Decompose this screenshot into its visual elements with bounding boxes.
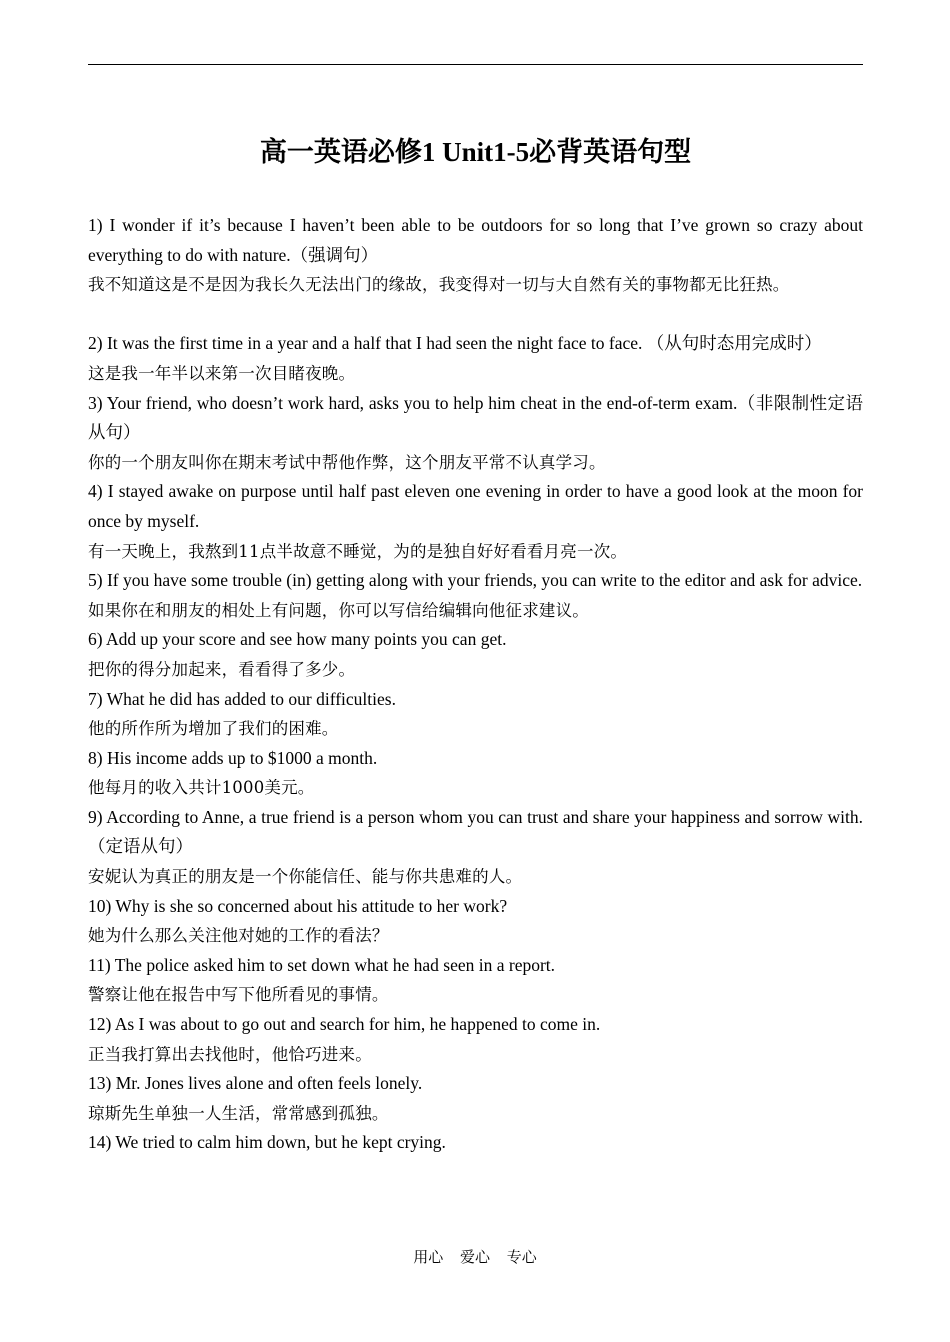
sentence-6-zh: 把你的得分加起来，看看得了多少。 bbox=[88, 659, 356, 679]
sentence-9-zh: 安妮认为真正的朋友是一个你能信任、能与你共患难的人。 bbox=[88, 867, 523, 887]
sentence-5-en: 5) If you have some trouble (in) getting along with your friends, you can write to the editor and ask for advice. bbox=[88, 570, 863, 591]
page-footer: 用心 爱心 专心 bbox=[413, 1248, 537, 1266]
sentence-7-zh: 他的所作所为增加了我们的困难。 bbox=[88, 719, 339, 739]
sentence-7-en: 7) What he did has added to our difficulties. bbox=[88, 688, 396, 709]
sentence-4-en: 4) I stayed awake on purpose until half past eleven one evening in order to have a good look at the moon for once by myself. bbox=[88, 481, 863, 531]
sentence-1-zh: 我不知道这是不是因为我长久无法出门的缘故，我变得对一切与大自然有关的事物都无比狂热。 bbox=[88, 275, 790, 295]
sentence-2-zh: 这是我一年半以来第一次目睹夜晚。 bbox=[88, 363, 356, 383]
sentence-12-en: 12) As I was about to go out and search for him, he happened to come in. bbox=[88, 1014, 601, 1035]
sentence-13-en: 13) Mr. Jones lives alone and often feels lonely. bbox=[88, 1073, 423, 1094]
header-rule bbox=[88, 64, 863, 65]
sentence-2-en: 2) It was the first time in a year and a half that I had seen the night face to face. （从句时态用完成时） bbox=[88, 333, 822, 354]
sentence-10-en: 10) Why is she so concerned about his attitude to her work? bbox=[88, 895, 508, 916]
sentence-9-en: 9) According to Anne, a true friend is a person whom you can trust and share your happiness and sorrow with.（定语从句） bbox=[88, 806, 863, 857]
sentence-3-en: 3) Your friend, who doesn’t work hard, asks you to help him cheat in the end-of-term exam.（非限制性定语从句） bbox=[88, 392, 863, 443]
sentence-3-zh: 你的一个朋友叫你在期末考试中帮他作弊，这个朋友平常不认真学习。 bbox=[88, 452, 606, 472]
sentence-4-zh: 有一天晚上，我熬到11点半故意不睡觉，为的是独自好好看看月亮一次。 bbox=[88, 541, 628, 561]
sentence-6-en: 6) Add up your score and see how many points you can get. bbox=[88, 629, 507, 650]
sentence-13-zh: 琼斯先生单独一人生活，常常感到孤独。 bbox=[88, 1103, 389, 1123]
sentence-14-en: 14) We tried to calm him down, but he kept crying. bbox=[88, 1132, 446, 1153]
sentence-11-zh: 警察让他在报告中写下他所看见的事情。 bbox=[88, 985, 389, 1005]
sentence-5-zh: 如果你在和朋友的相处上有问题，你可以写信给编辑向他征求建议。 bbox=[88, 600, 589, 620]
sentence-8-en: 8) His income adds up to $1000 a month. bbox=[88, 747, 378, 768]
sentence-1-en: 1) I wonder if it’s because I haven’t been able to be outdoors for so long that I’ve grown so crazy about everything to do with nature.（强调句） bbox=[88, 215, 863, 265]
page-title: 高一英语必修1 Unit1-5必背英语句型 bbox=[259, 137, 692, 167]
sentence-11-en: 11) The police asked him to set down what he had seen in a report. bbox=[88, 954, 556, 975]
sentence-list bbox=[88, 211, 863, 1158]
sentence-8-zh: 他每月的收入共计1000美元。 bbox=[88, 778, 315, 798]
sentence-10-zh: 她为什么那么关注他对她的工作的看法？ bbox=[88, 926, 389, 946]
sentence-12-zh: 正当我打算出去找他时，他恰巧进来。 bbox=[88, 1044, 372, 1064]
